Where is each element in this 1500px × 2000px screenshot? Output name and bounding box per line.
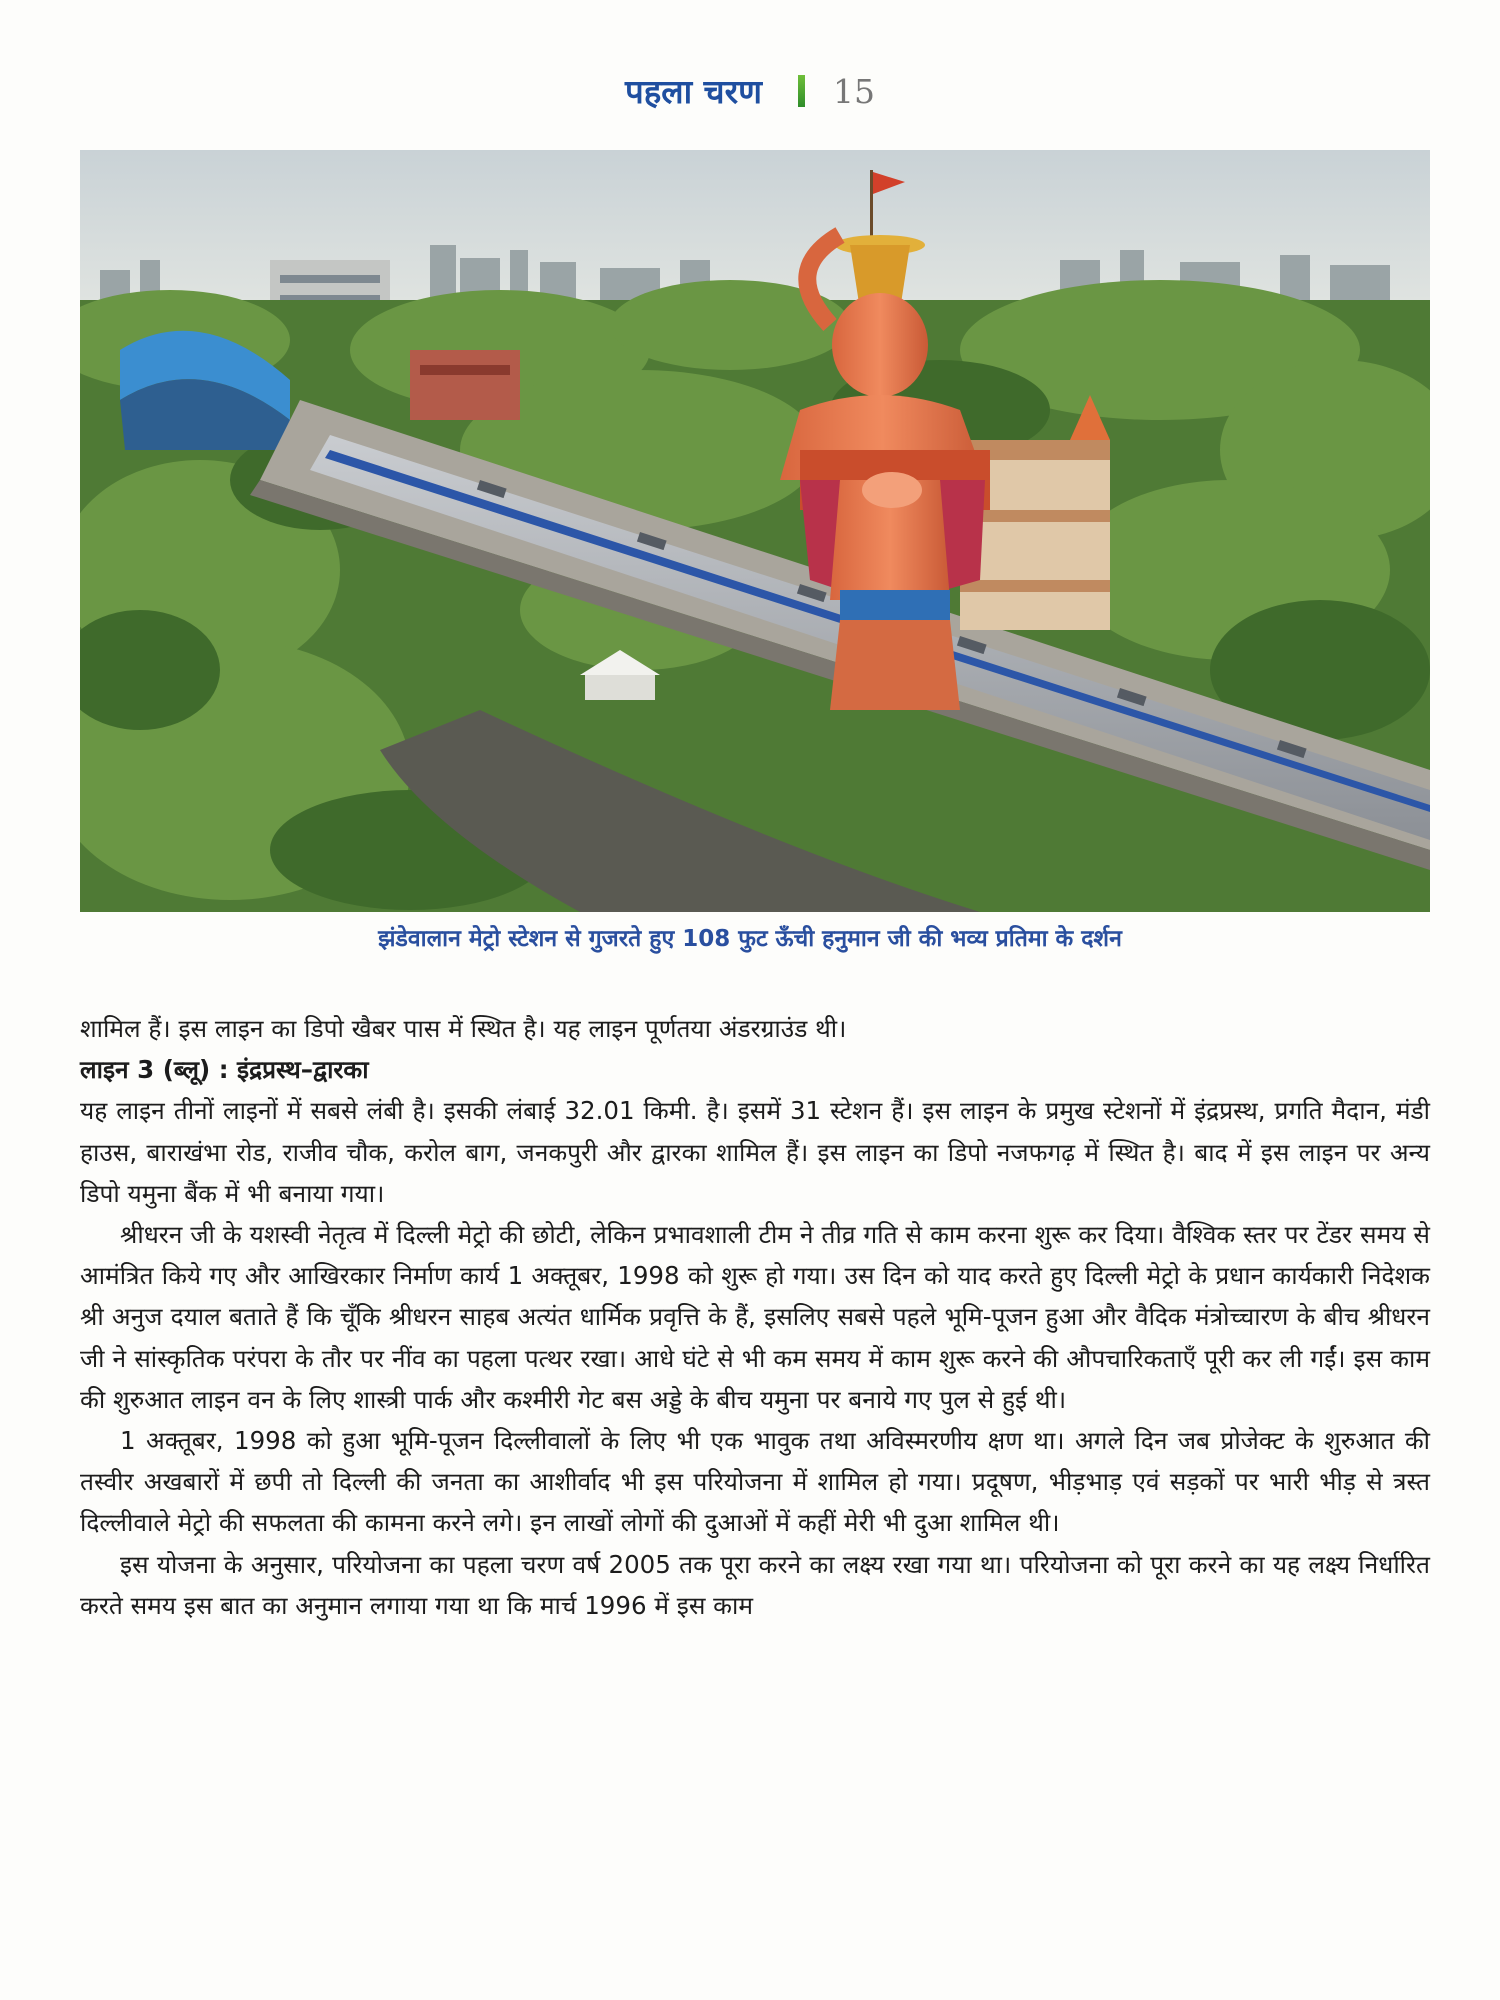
metro-hanuman-photo xyxy=(80,150,1430,912)
paragraph-4: 1 अक्तूबर, 1998 को हुआ भूमि-पूजन दिल्लीवालों के लिए भी एक भावुक तथा अविस्मरणीय क्षण था। अगले दिन जब प्रोजेक्ट के शुरुआत की तस्वीर अखबारों में छपी तो दिल्ली की जनता का आशीर्वाद भी इस परियोजना में शामिल हो गया। प्रदूषण, भीड़भाड़ एवं सड़कों पर भारी भीड़ से त्रस्त दिल्लीवाले मेट्रो की सफलता की कामना करने लगे। इन लाखों लोगों की दुआओं में कहीं मेरी भी दुआ शामिल थी। xyxy=(80,1426,1430,1538)
page-header xyxy=(0,70,1500,114)
header-divider xyxy=(798,75,805,107)
body-text xyxy=(80,1008,1430,1626)
paragraph-5: इस योजना के अनुसार, परियोजना का पहला चरण वर्ष 2005 तक पूरा करने का लक्ष्य रखा गया था। परियोजना को पूरा करने का यह लक्ष्य निर्धारित करते समय इस बात का अनुमान लगाया गया था कि मार्च 1996 में इस काम xyxy=(80,1549,1430,1620)
figure-caption: झंडेवालान मेट्रो स्टेशन से गुजरते हुए 108 फुट ऊँची हनुमान जी की भव्य प्रतिमा के दर्शन xyxy=(378,926,1122,952)
paragraph-1: शामिल हैं। इस लाइन का डिपो खैबर पास में स्थित है। यह लाइन पूर्णतया अंडरग्राउंड थी। xyxy=(80,1014,847,1043)
chapter-title: पहला चरण xyxy=(625,72,762,111)
paragraph-2: यह लाइन तीनों लाइनों में सबसे लंबी है। इसकी लंबाई 32.01 किमी. है। इसमें 31 स्टेशन हैं। इस लाइन के प्रमुख स्टेशनों में इंद्रप्रस्थ, प्रगति मैदान, मंडी हाउस, बाराखंभा रोड, राजीव चौक, करोल बाग, जनकपुरी और द्वारका शामिल हैं। इस लाइन का डिपो नजफगढ़ में स्थित है। बाद में इस लाइन पर अन्य डिपो यमुना बैंक में भी बनाया गया। xyxy=(80,1096,1430,1208)
paragraph-3: श्रीधरन जी के यशस्वी नेतृत्व में दिल्ली मेट्रो की छोटी, लेकिन प्रभावशाली टीम ने तीव्र गति से काम करना शुरू कर दिया। वैश्विक स्तर पर टेंडर समय से आमंत्रित किये गए और आखिरकार निर्माण कार्य 1 अक्तूबर, 1998 को शुरू हो गया। उस दिन को याद करते हुए दिल्ली मेट्रो के प्रधान कार्यकारी निदेशक श्री अनुज दयाल बताते हैं कि चूँकि श्रीधरन साहब अत्यंत धार्मिक प्रवृत्ति के हैं, इसलिए सबसे पहले भूमि-पूजन हुआ और वैदिक मंत्रोच्चारण के बीच श्रीधरन जी ने सांस्कृतिक परंपरा के तौर पर नींव का पहला पत्थर रखा। आधे घंटे से भी कम समय में काम शुरू करने की औपचारिकताएँ पूरी कर ली गईं। इस काम की शुरुआत लाइन वन के लिए शास्त्री पार्क और कश्मीरी गेट बस अड्डे के बीच यमुना पर बनाये गए पुल से हुई थी। xyxy=(80,1220,1430,1414)
page-number: 15 xyxy=(833,72,875,111)
section-heading: लाइन 3 (ब्लू) : इंद्रप्रस्थ–द्वारका xyxy=(80,1055,369,1085)
